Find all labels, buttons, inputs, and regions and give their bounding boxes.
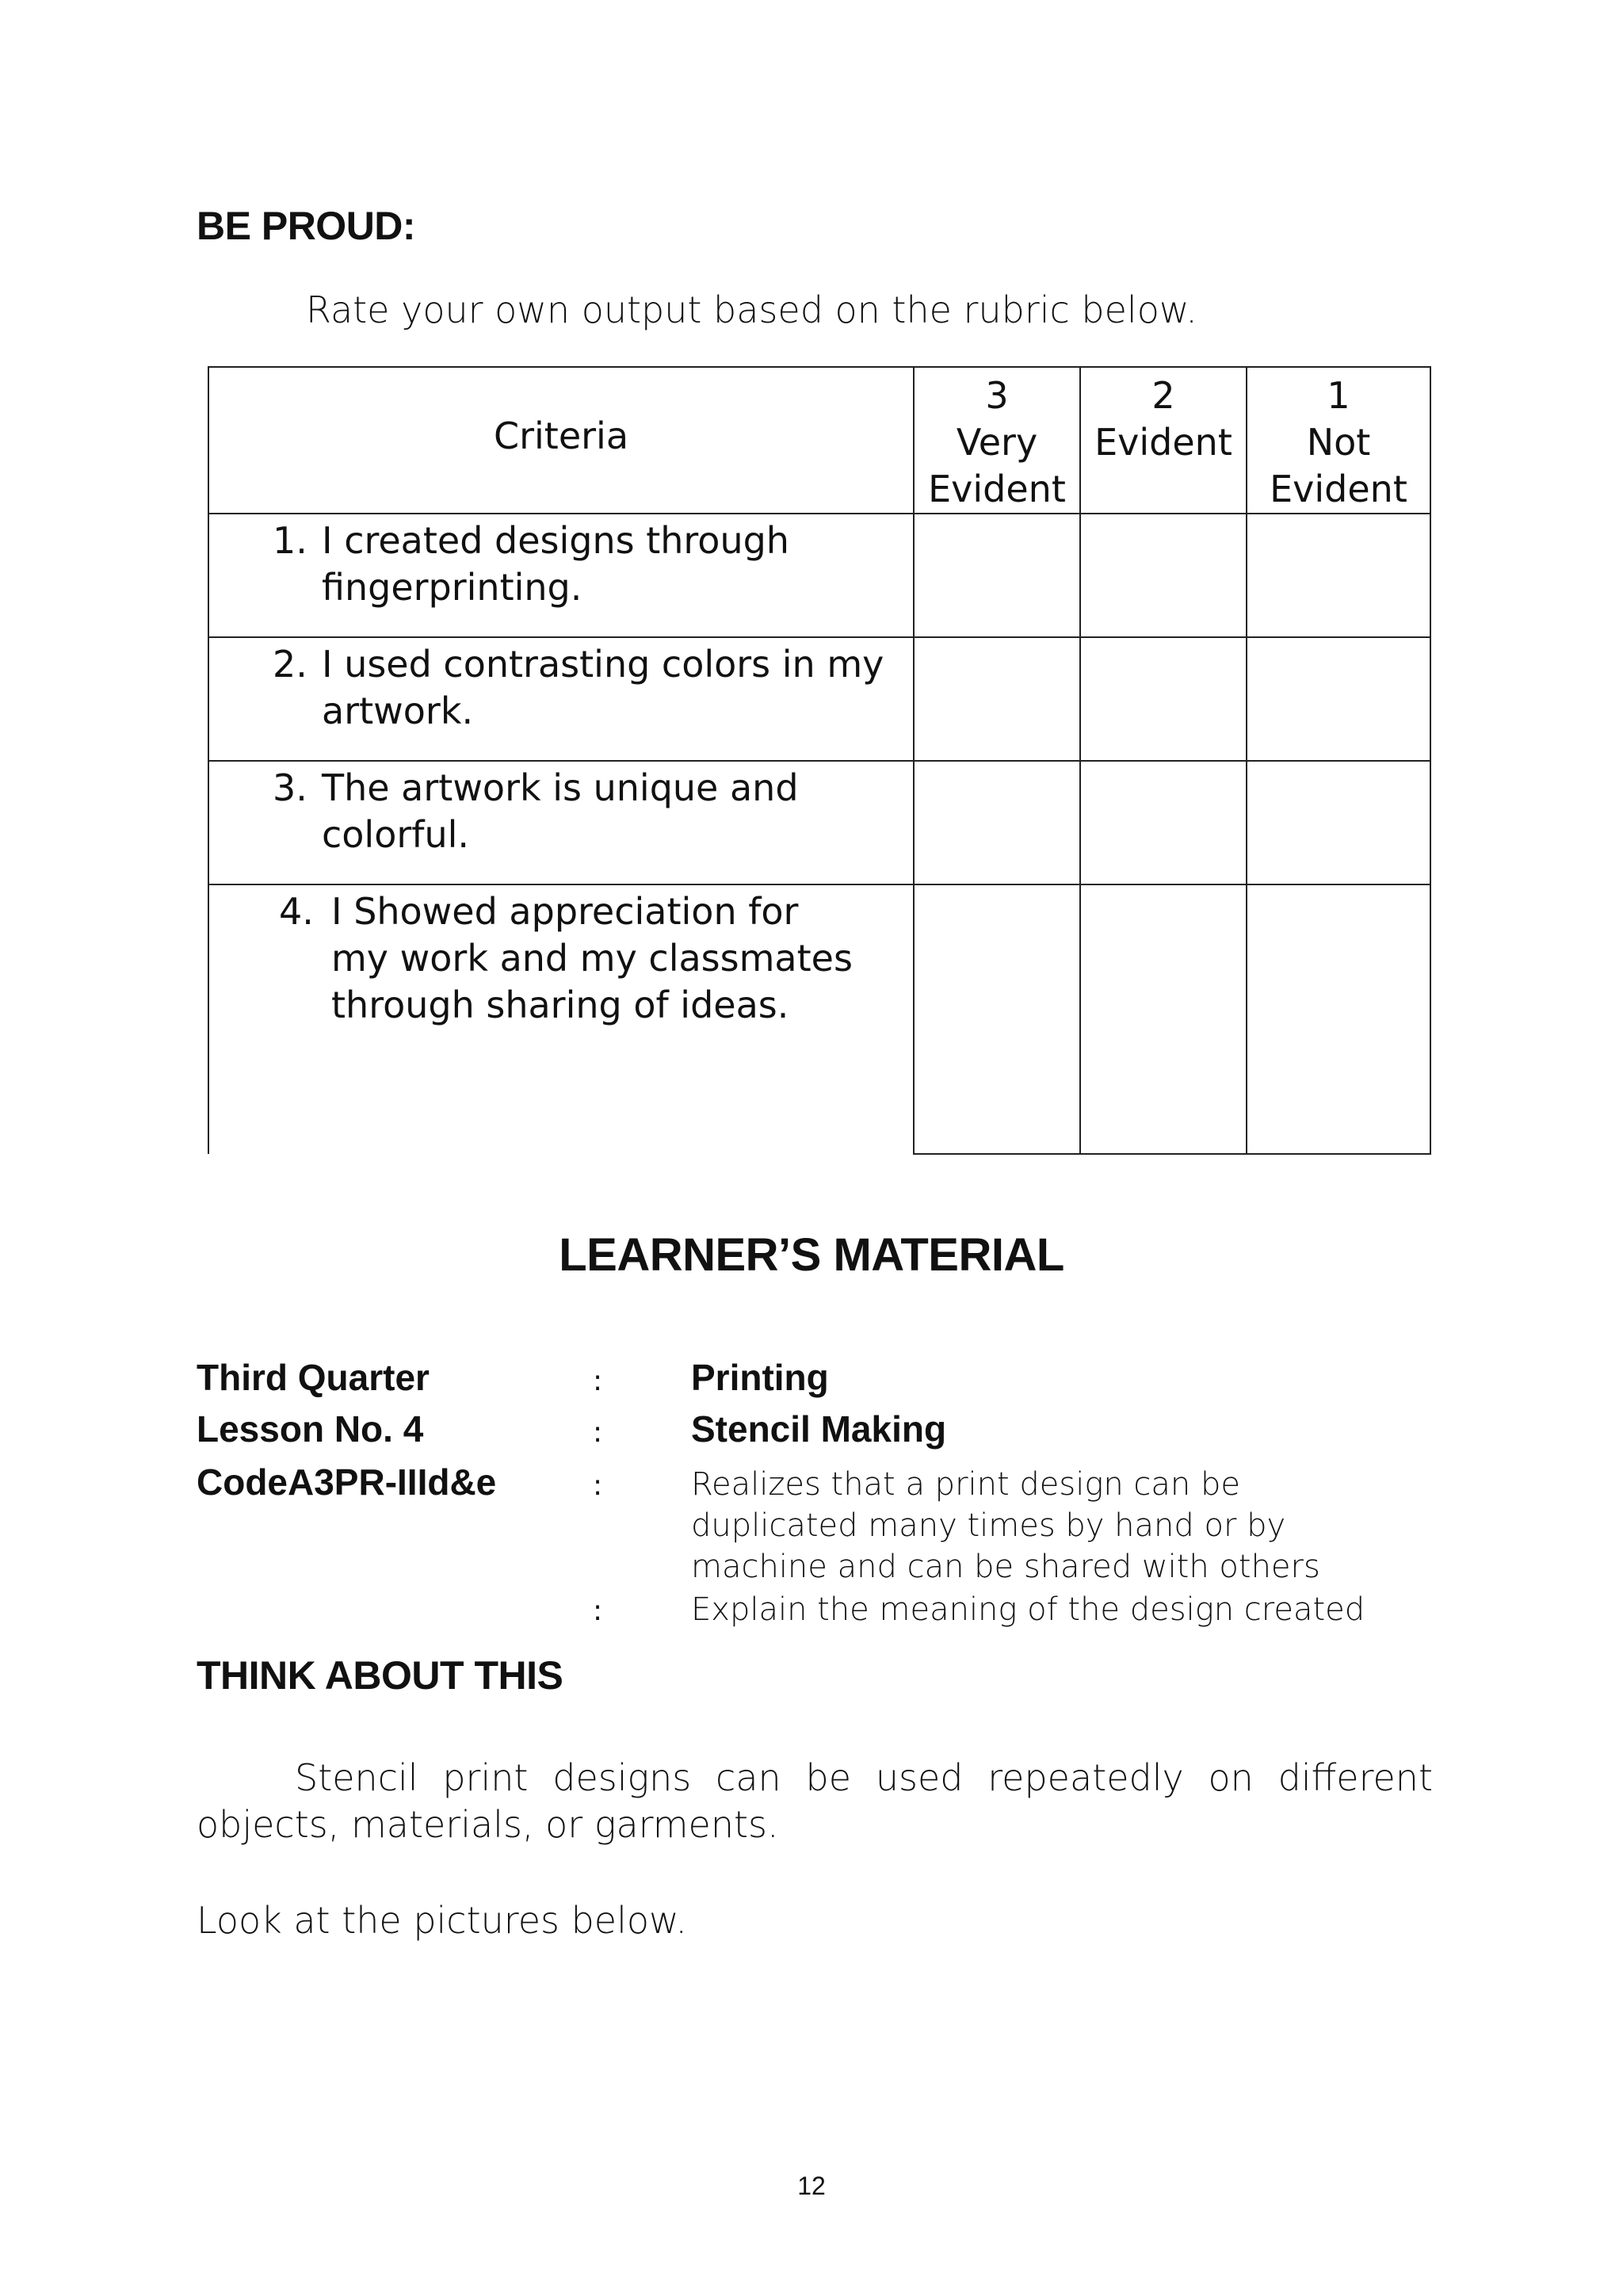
criterion-2: 2. I used contrasting colors in my artwork.: [208, 637, 914, 761]
criteria-header: Criteria: [208, 367, 914, 514]
colon: :: [593, 1469, 603, 1502]
table-row: [208, 514, 1430, 637]
rating-cell-not-evident[interactable]: [1247, 514, 1430, 637]
not-evident-header: 1 Not Evident: [1247, 367, 1430, 514]
quarter-row: [197, 1354, 1433, 1405]
think-paragraph: Stencil print designs can be used repeatedly on different objects, materials, or garments.: [197, 1756, 1433, 1846]
code-row: [197, 1458, 1433, 1587]
lesson-value: Stencil Making: [691, 1408, 947, 1450]
rating-cell-evident[interactable]: [1080, 514, 1247, 637]
rating-cell-evident[interactable]: [1080, 761, 1247, 884]
quarter-value: Printing: [691, 1357, 829, 1398]
learners-material-title: LEARNER’S MATERIAL: [559, 1229, 1064, 1281]
lesson-info: [197, 1354, 1433, 1635]
rating-cell-very-evident[interactable]: [914, 761, 1080, 884]
criterion-3: 3. The artwork is unique and colorful.: [208, 761, 914, 884]
table-row: [208, 761, 1430, 884]
quarter-label: Third Quarter: [197, 1357, 430, 1398]
very-evident-header: 3 Very Evident: [914, 367, 1080, 514]
rating-cell-not-evident[interactable]: [1247, 761, 1430, 884]
section-heading-think-about-this: THINK ABOUT THIS: [197, 1653, 563, 1698]
section-heading-be-proud: BE PROUD:: [197, 204, 416, 248]
colon: :: [593, 1365, 603, 1397]
rubric-header-row: [208, 367, 1430, 514]
rating-cell-not-evident[interactable]: [1247, 637, 1430, 761]
extra-value: Explain the meaning of the design created: [691, 1591, 1365, 1628]
rubric-table: [208, 366, 1431, 1155]
rating-cell-not-evident[interactable]: [1247, 884, 1430, 1154]
rating-cell-evident[interactable]: [1080, 884, 1247, 1154]
code-value: Realizes that a print design can be duplicated many times by hand or by machine and can be shared with others: [691, 1466, 1320, 1585]
colon: :: [593, 1595, 603, 1627]
colon: :: [593, 1416, 603, 1449]
page-number: 12: [797, 2172, 826, 2200]
criterion-4: 4. I Showed appreciation for my work and my classmates through sharing of ideas.: [208, 884, 914, 1154]
criterion-1: 1. I created designs through fingerprinting.: [208, 514, 914, 637]
rating-cell-very-evident[interactable]: [914, 514, 1080, 637]
evident-header: 2 Evident: [1080, 367, 1247, 514]
table-row: [208, 637, 1430, 761]
extra-row: [197, 1587, 1433, 1635]
code-label: CodeA3PR-IIId&e: [197, 1461, 497, 1503]
look-instruction: Look at the pictures below.: [197, 1899, 688, 1942]
rating-cell-very-evident[interactable]: [914, 637, 1080, 761]
lesson-label: Lesson No. 4: [197, 1408, 424, 1450]
rating-cell-very-evident[interactable]: [914, 884, 1080, 1154]
rating-cell-evident[interactable]: [1080, 637, 1247, 761]
rubric-instruction: Rate your own output based on the rubric below.: [306, 288, 1197, 331]
lesson-row: [197, 1405, 1433, 1457]
table-row: [208, 884, 1430, 1154]
